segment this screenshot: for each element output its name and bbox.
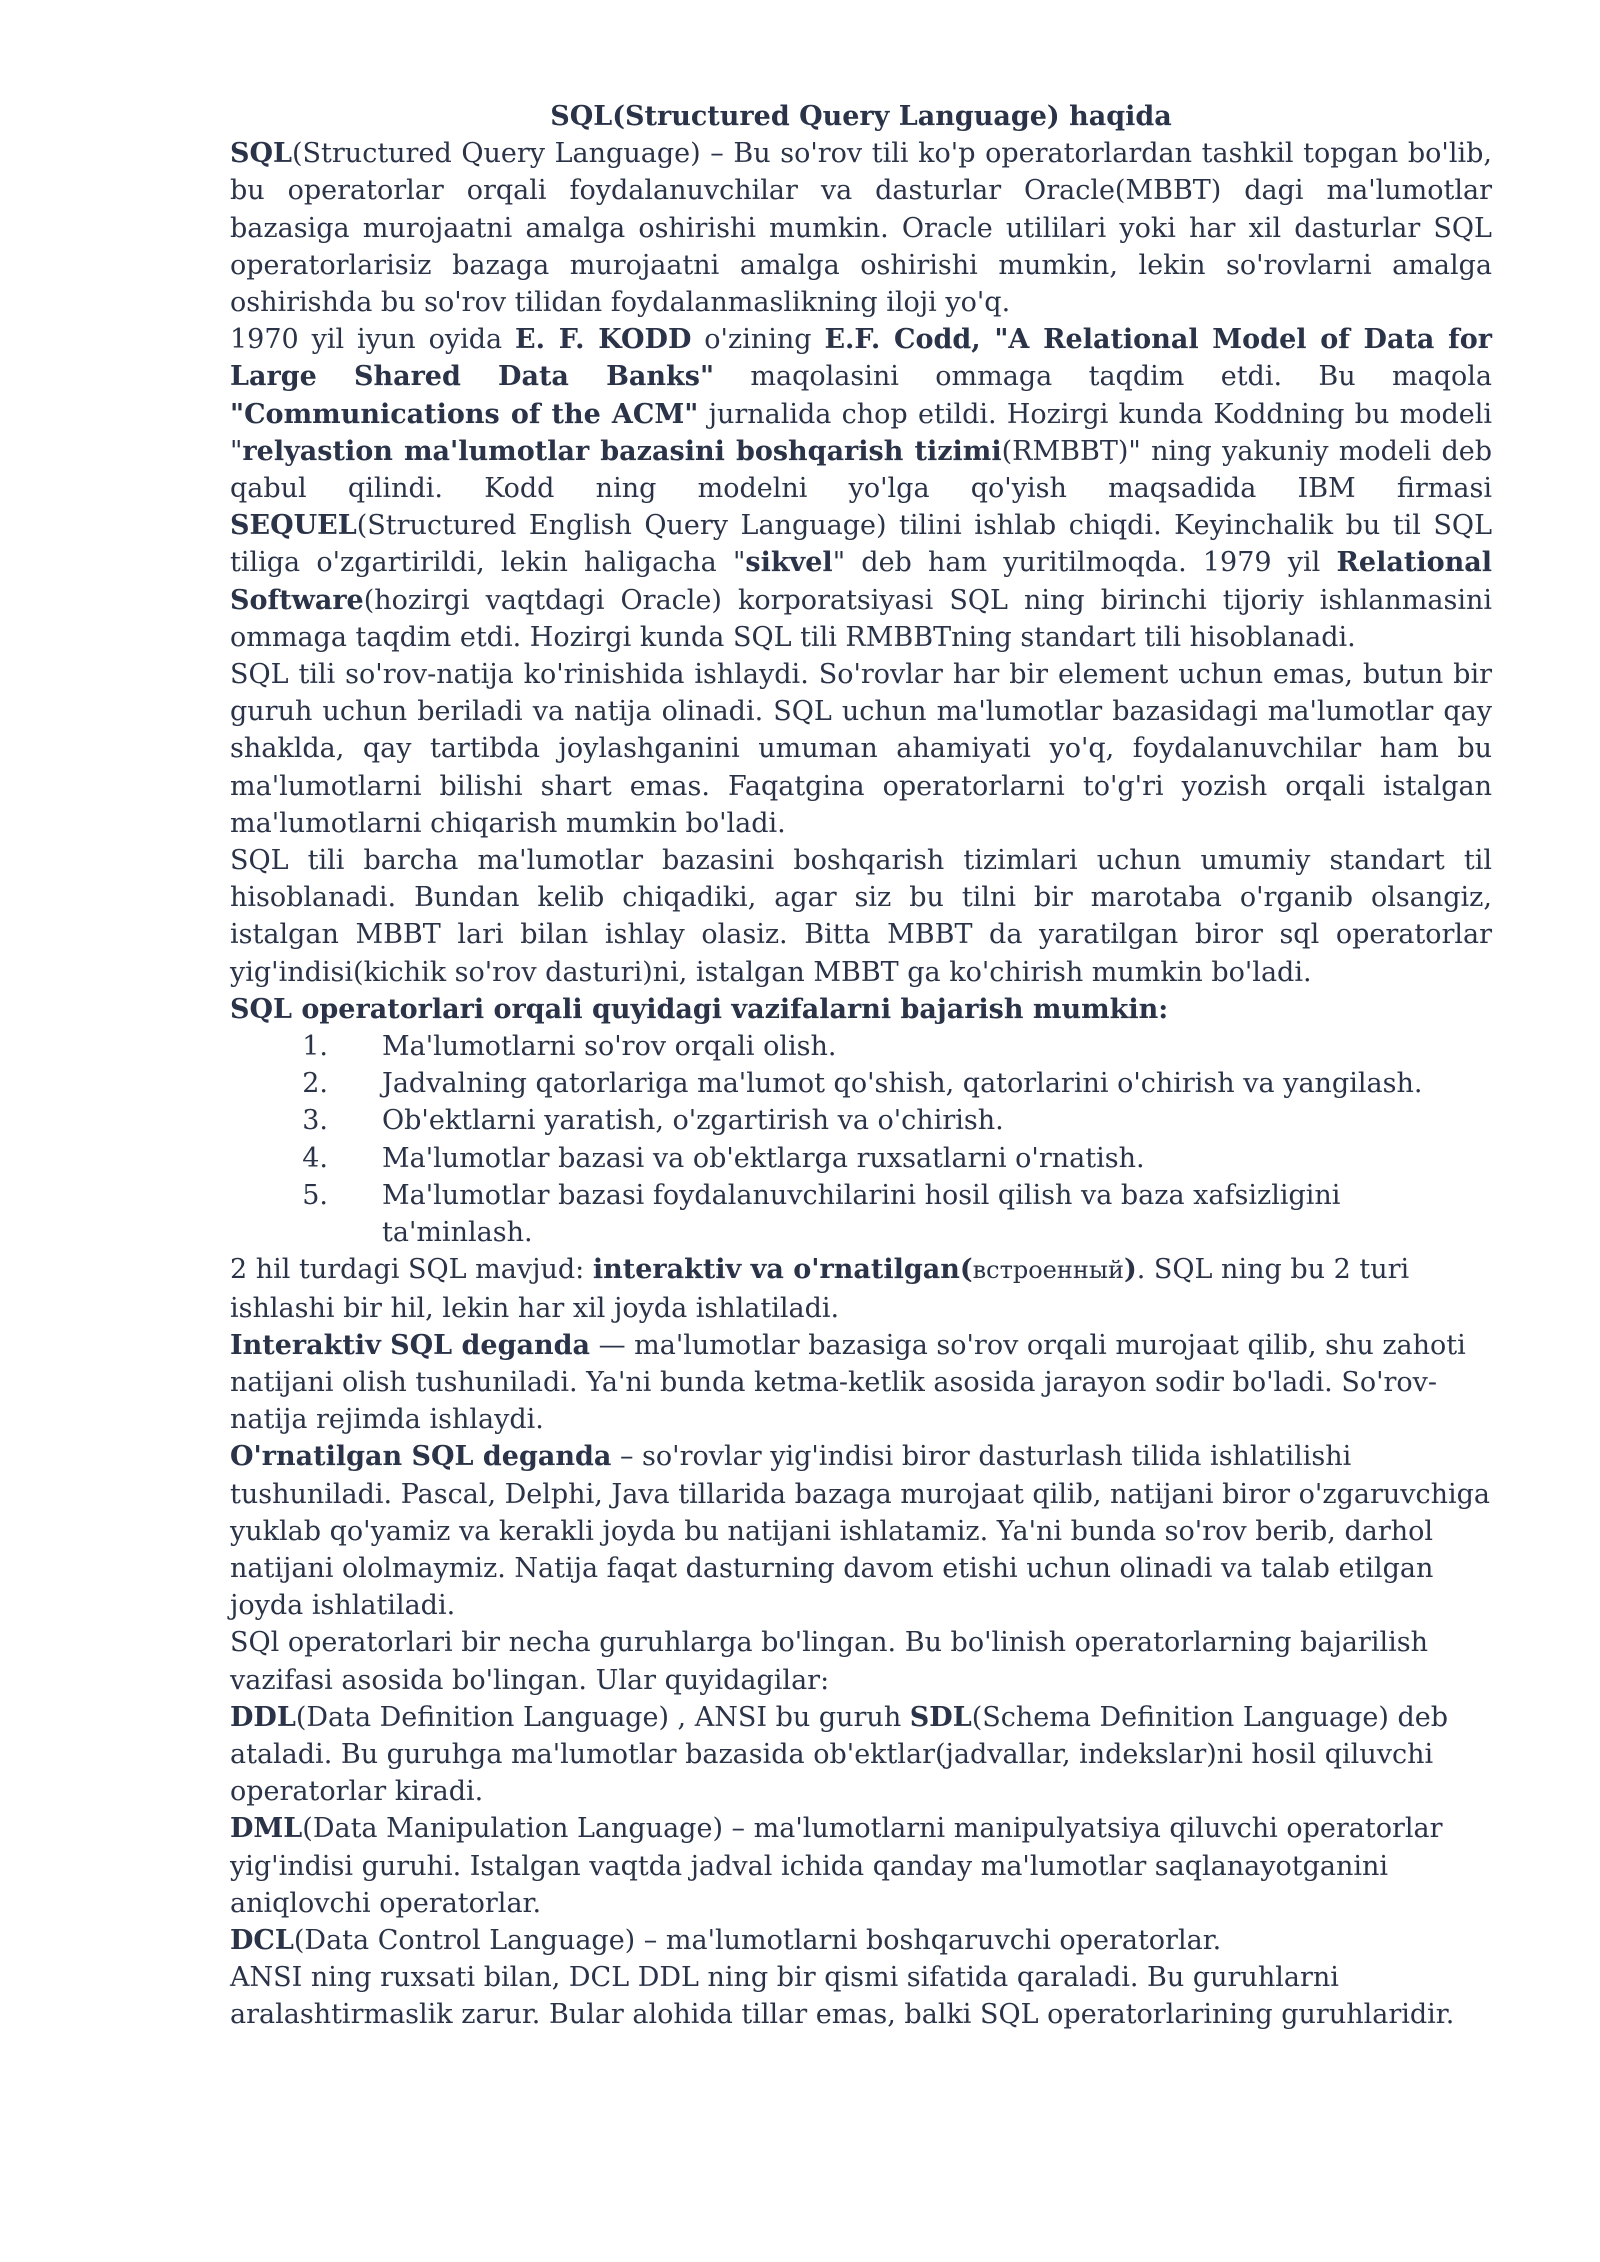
list-item-text: Ma'lumotlar bazasi foydalanuvchilarini hosil qilish va baza xafsizligini ta'minlash.: [382, 1179, 1341, 1249]
bold-term: relyastion ma'lumotlar bazasini boshqarish tizimi: [242, 435, 1002, 467]
list-item-number: 4.: [302, 1142, 328, 1174]
paragraph-standard: SQL tili barcha ma'lumotlar bazasini boshqarish tizimlari uchun umumiy standart til hisoblanadi. Bundan kelib chiqadiki, agar siz bu tilni bir marotaba o'rganib olsangiz, istalgan MBBT lari bilan ishlay olasiz. Bitta MBBT da yaratilgan biror sql operatorlar yig'indisi(kichik so'rov dasturi)ni, istalgan MBBT ga ko'chirish mumkin bo'ladi.: [230, 845, 1492, 988]
paragraph-ddl: [230, 1699, 1492, 1811]
bold-term: Relational Software: [230, 547, 1492, 616]
paragraph-text: " deb ham yuritilmoqda. 1979 yil: [832, 547, 1337, 579]
paragraph-dml: [230, 1810, 1492, 1922]
paragraph-text: (Data Control Language) – ma'lumotlarni boshqaruvchi operatorlar.: [293, 1924, 1222, 1956]
bold-term: "Communications of the ACM": [230, 398, 699, 430]
paragraph-text: (Data Definition Language) , ANSI bu guruh: [295, 1701, 910, 1733]
list-item-number: 5.: [302, 1179, 328, 1211]
paragraph-text: (RMBBT)" ning yakuniy modeli deb qabul qilindi. Kodd ning modelni yo'lga qo'yish maqsadida IBM firmasi: [230, 435, 1492, 505]
paragraph-history: [230, 321, 1492, 656]
document-body: [230, 98, 1492, 2034]
paragraph-text: 2 hil turdagi SQL mavjud:: [230, 1254, 593, 1286]
bold-term: SQL: [230, 138, 293, 170]
paragraph-text: o'zining: [691, 324, 825, 356]
paragraph-operator-groups: SQl operatorlari bir necha guruhlarga bo'lingan. Bu bo'linish operatorlarning bajarilish vazifasi asosida bo'lingan. Ular quyidagilar:: [230, 1627, 1428, 1696]
list-item-text: Jadvalning qatorlariga ma'lumot qo'shish, qatorlarini o'chirish va yangilash.: [382, 1068, 1423, 1100]
bold-term: SEQUEL: [230, 510, 357, 542]
paragraph-text: . SQL ning bu 2 turi ishlashi bir hil, lekin har xil joyda ishlatiladi.: [230, 1254, 1410, 1324]
list-item-number: 1.: [302, 1031, 328, 1063]
paragraph-dcl: [230, 1922, 1492, 1959]
paragraph-text: (Data Manipulation Language) – ma'lumotlarni manipulyatsiya qiluvchi operatorlar yig'indisi guruhi. Istalgan vaqtda jadval ichida qanday ma'lumotlar saqlanayotganini aniqlovchi operatorlar.: [230, 1813, 1443, 1919]
paragraph-text: (Schema Definition Language) deb ataladi. Bu guruhga ma'lumotlar bazasida ob'ektlar(jadvallar, indekslar)ni hosil qiluvchi operatorlar kiradi.: [230, 1701, 1448, 1808]
paragraph-text: — ma'lumotlar bazasiga so'rov orqali murojaat qilib, shu zahoti natijani olish tushuniladi. Ya'ni bunda ketma-ketlik asosida jarayon sodir bo'ladi. So'rov-natija rejimda ishlaydi.: [230, 1329, 1466, 1436]
bold-term: interaktiv va o'rnatilgan(: [592, 1254, 973, 1286]
list-item: [230, 1140, 1492, 1177]
paragraph-text: maqolasini ommaga taqdim etdi. Bu maqola: [714, 361, 1492, 393]
list-heading: SQL operatorlari orqali quyidagi vazifalarni bajarish mumkin:: [230, 993, 1169, 1025]
paragraph-embedded-sql: [230, 1438, 1492, 1624]
bold-term: SDL: [909, 1701, 972, 1733]
list-item: [230, 1065, 1492, 1102]
list-item-text: Ma'lumotlarni so'rov orqali olish.: [382, 1031, 837, 1063]
list-item: [230, 1028, 1492, 1065]
list-item-text: Ob'ektlarni yaratish, o'zgartirish va o'chirish.: [382, 1105, 1004, 1137]
paragraph-text: 1970 yil iyun oyida: [230, 324, 516, 356]
paragraph-text: (Structured English Query Language) tilini ishlab chiqdi. Keyinchalik bu til SQL tiliga o'zgartirildi, lekin haligacha ": [230, 510, 1492, 579]
page-title: SQL(Structured Query Language) haqida: [550, 101, 1172, 132]
paragraph-text: (Structured Query Language) – Bu so'rov tili ko'p operatorlardan tashkil topgan bo'lib, bu operatorlar orqali foydalanuvchilar va dasturlar Oracle(MBBT) dagi ma'lumotlar bazasiga murojaatni amalga oshirishi mumkin. Oracle utililari yoki har xil dasturlar SQL operatorlarisiz bazaga murojaatni amalga oshirishi mumkin, lekin so'rovlarni amalga oshirishda bu so'rov tilidan foydalanmaslikning iloji yo'q.: [230, 138, 1492, 319]
bold-term: E. F. KODD: [515, 324, 692, 356]
list-item-number: 3.: [302, 1105, 328, 1137]
bold-term: DDL: [230, 1701, 296, 1733]
bold-term: E.F. Codd, "A Relational Model of Data for Large Shared Data Banks": [230, 324, 1492, 393]
bold-term: O'rnatilgan SQL deganda: [230, 1441, 612, 1473]
paragraph-query-result: SQL tili so'rov-natija ko'rinishida ishlaydi. So'rovlar har bir element uchun emas, butun bir guruh uchun beriladi va natija olinadi. SQL uchun ma'lumotlar bazasidagi ma'lumotlar qay shaklda, qay tartibda joylashganini umuman ahamiyati yo'q, foydalanuvchilar ham bu ma'lumotlarni bilishi shart emas. Faqatgina operatorlarni to'g'ri yozish orqali istalgan ma'lumotlarni chiqarish mumkin bo'ladi.: [230, 659, 1492, 839]
paragraph-text: – so'rovlar yig'indisi biror dasturlash tilida ishlatilishi tushuniladi. Pascal, Delphi, Java tillarida bazaga murojaat qilib, natijani biror o'zgaruvchiga yuklab qo'yamiz va kerakli joyda bu natijani ishlatamiz. Ya'ni bunda so'rov berib, darhol natijani ololmaymiz. Natija faqat dasturning davom etishi uchun olinadi va talab etilgan joyda ishlatiladi.: [230, 1441, 1491, 1622]
paragraph-text: jurnalida chop etildi. Hozirgi kunda Koddning bu modeli ": [230, 398, 1493, 467]
list-item-text: Ma'lumotlar bazasi va ob'ektlarga ruxsatlarni o'rnatish.: [382, 1142, 1145, 1174]
paragraph-interactive-sql: [230, 1327, 1492, 1439]
list-item: [230, 1177, 1492, 1251]
bold-term: DML: [230, 1813, 303, 1845]
paragraph-sql-definition: [230, 135, 1492, 321]
bold-term: Interaktiv SQL deganda: [230, 1329, 590, 1361]
bold-term: ): [1123, 1254, 1137, 1286]
task-list: [230, 1028, 1492, 1251]
paragraph-sql-types: [230, 1251, 1492, 1326]
bold-term: sikvel: [745, 547, 833, 579]
cyrillic-term: встроенный: [972, 1256, 1124, 1285]
bold-term: DCL: [230, 1924, 294, 1956]
paragraph-ansi: ANSI ning ruxsati bilan, DCL DDL ning bir qismi sifatida qaraladi. Bu guruhlarni aralashtirmaslik zarur. Bular alohida tillar emas, balki SQL operatorlarining guruhlaridir.: [230, 1962, 1455, 2031]
paragraph-text: (hozirgi vaqtdagi Oracle) korporatsiyasi SQL ning birinchi tijoriy ishlanmasini ommaga taqdim etdi. Hozirgi kunda SQL tili RMBBTning standart tili hisoblanadi.: [230, 584, 1492, 653]
list-item: [230, 1102, 1492, 1139]
list-item-number: 2.: [302, 1068, 328, 1100]
